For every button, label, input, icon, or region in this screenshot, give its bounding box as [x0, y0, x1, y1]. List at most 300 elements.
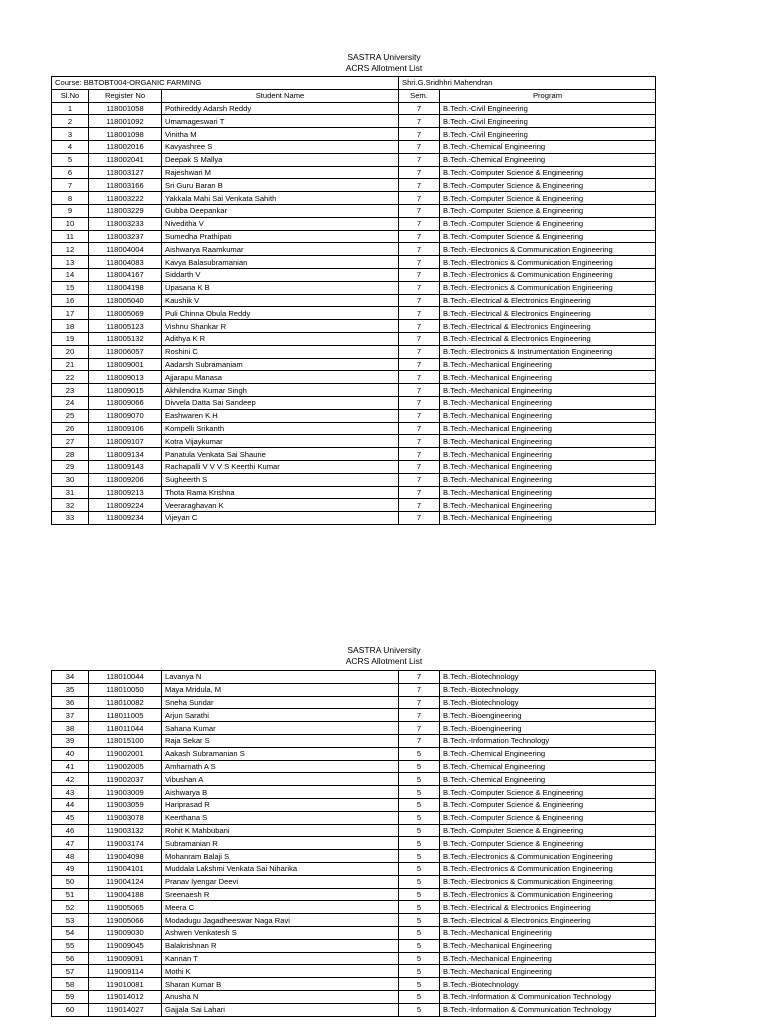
- cell-sem: 7: [399, 460, 440, 473]
- cell-sem: 5: [399, 952, 440, 965]
- cell-register-no: 119004124: [89, 875, 162, 888]
- cell-slno: 47: [52, 837, 89, 850]
- cell-program: B.Tech.-Information & Communication Technology: [440, 990, 656, 1003]
- cell-sem: 5: [399, 990, 440, 1003]
- cell-sem: 7: [399, 448, 440, 461]
- cell-slno: 18: [52, 320, 89, 333]
- header-slno: Sl.No: [52, 89, 89, 102]
- cell-slno: 6: [52, 166, 89, 179]
- cell-program: B.Tech.-Chemical Engineering: [440, 773, 656, 786]
- cell-program: B.Tech.-Mechanical Engineering: [440, 952, 656, 965]
- table-row: [52, 358, 656, 371]
- cell-student-name: Kannan T: [162, 952, 399, 965]
- cell-slno: 9: [52, 204, 89, 217]
- cell-sem: 5: [399, 811, 440, 824]
- cell-register-no: 118003222: [89, 192, 162, 205]
- table-row: [52, 409, 656, 422]
- table-row: [52, 875, 656, 888]
- table-row: [52, 140, 656, 153]
- table-row: [52, 965, 656, 978]
- cell-sem: 5: [399, 888, 440, 901]
- cell-program: B.Tech.-Computer Science & Engineering: [440, 204, 656, 217]
- cell-program: B.Tech.-Electrical & Electronics Engineering: [440, 294, 656, 307]
- cell-sem: 7: [399, 268, 440, 281]
- cell-student-name: Kompelli Srikanth: [162, 422, 399, 435]
- cell-program: B.Tech.-Computer Science & Engineering: [440, 217, 656, 230]
- cell-student-name: Muddala Lakshmi Venkata Sai Niharika: [162, 862, 399, 875]
- cell-register-no: 119005066: [89, 914, 162, 927]
- cell-sem: 7: [399, 294, 440, 307]
- cell-student-name: Meera C: [162, 901, 399, 914]
- table-row: [52, 243, 656, 256]
- cell-slno: 43: [52, 786, 89, 799]
- cell-register-no: 119009091: [89, 952, 162, 965]
- cell-student-name: Balakrishnan R: [162, 939, 399, 952]
- cell-sem: 7: [399, 384, 440, 397]
- cell-sem: 7: [399, 499, 440, 512]
- cell-register-no: 119003078: [89, 811, 162, 824]
- cell-slno: 52: [52, 901, 89, 914]
- cell-program: B.Tech.-Mechanical Engineering: [440, 396, 656, 409]
- cell-program: B.Tech.-Mechanical Engineering: [440, 422, 656, 435]
- cell-register-no: 119004098: [89, 850, 162, 863]
- table-row: [52, 371, 656, 384]
- cell-register-no: 119010081: [89, 978, 162, 991]
- cell-register-no: 119003174: [89, 837, 162, 850]
- cell-student-name: Niveditha V: [162, 217, 399, 230]
- cell-slno: 26: [52, 422, 89, 435]
- cell-register-no: 119014012: [89, 990, 162, 1003]
- cell-student-name: Sneha Sundar: [162, 696, 399, 709]
- table-row: [52, 448, 656, 461]
- table-row: [52, 166, 656, 179]
- cell-student-name: Rachapalli V V V S Keerthi Kumar: [162, 460, 399, 473]
- cell-sem: 7: [399, 230, 440, 243]
- cell-sem: 7: [399, 486, 440, 499]
- cell-sem: 7: [399, 371, 440, 384]
- cell-register-no: 119003059: [89, 798, 162, 811]
- cell-slno: 33: [52, 512, 89, 525]
- table-row: [52, 709, 656, 722]
- cell-register-no: 118005123: [89, 320, 162, 333]
- cell-register-no: 118009013: [89, 371, 162, 384]
- cell-slno: 37: [52, 709, 89, 722]
- cell-register-no: 119009114: [89, 965, 162, 978]
- cell-slno: 45: [52, 811, 89, 824]
- cell-slno: 34: [52, 671, 89, 684]
- cell-register-no: 118011044: [89, 722, 162, 735]
- cell-slno: 27: [52, 435, 89, 448]
- header-row: [52, 89, 656, 102]
- cell-sem: 7: [399, 512, 440, 525]
- cell-student-name: Kaushik V: [162, 294, 399, 307]
- cell-program: B.Tech.-Computer Science & Engineering: [440, 824, 656, 837]
- cell-program: B.Tech.-Computer Science & Engineering: [440, 798, 656, 811]
- cell-register-no: 118004004: [89, 243, 162, 256]
- cell-program: B.Tech.-Civil Engineering: [440, 128, 656, 141]
- cell-register-no: 118004198: [89, 281, 162, 294]
- cell-student-name: Gajjala Sai Lahari: [162, 1003, 399, 1016]
- cell-sem: 5: [399, 875, 440, 888]
- table-row: [52, 192, 656, 205]
- cell-slno: 24: [52, 396, 89, 409]
- cell-student-name: Divvela Datta Sai Sandeep: [162, 396, 399, 409]
- cell-sem: 7: [399, 307, 440, 320]
- cell-sem: 5: [399, 901, 440, 914]
- university-name: SASTRA University: [347, 52, 421, 62]
- cell-register-no: 119002001: [89, 747, 162, 760]
- cell-register-no: 118006057: [89, 345, 162, 358]
- table-row: [52, 926, 656, 939]
- cell-register-no: 118005069: [89, 307, 162, 320]
- table-row: [52, 499, 656, 512]
- table-row: [52, 734, 656, 747]
- cell-sem: 7: [399, 358, 440, 371]
- cell-register-no: 119009030: [89, 926, 162, 939]
- cell-slno: 15: [52, 281, 89, 294]
- cell-program: B.Tech.-Computer Science & Engineering: [440, 166, 656, 179]
- cell-register-no: 118009206: [89, 473, 162, 486]
- cell-register-no: 118009213: [89, 486, 162, 499]
- cell-register-no: 118009107: [89, 435, 162, 448]
- cell-register-no: 118004083: [89, 256, 162, 269]
- cell-student-name: Ajjarapu Manasa: [162, 371, 399, 384]
- cell-sem: 5: [399, 760, 440, 773]
- table-row: [52, 422, 656, 435]
- cell-sem: 5: [399, 1003, 440, 1016]
- cell-register-no: 118010082: [89, 696, 162, 709]
- cell-sem: 7: [399, 435, 440, 448]
- cell-register-no: 118015100: [89, 734, 162, 747]
- table-row: [52, 939, 656, 952]
- cell-slno: 25: [52, 409, 89, 422]
- cell-slno: 60: [52, 1003, 89, 1016]
- cell-student-name: Raja Sekar S: [162, 734, 399, 747]
- cell-slno: 20: [52, 345, 89, 358]
- cell-program: B.Tech.-Information & Communication Technology: [440, 1003, 656, 1016]
- cell-program: B.Tech.-Mechanical Engineering: [440, 448, 656, 461]
- cell-student-name: Upasana K B: [162, 281, 399, 294]
- cell-sem: 5: [399, 914, 440, 927]
- cell-sem: 5: [399, 824, 440, 837]
- table-row: [52, 798, 656, 811]
- cell-slno: 11: [52, 230, 89, 243]
- cell-register-no: 119004188: [89, 888, 162, 901]
- table-row: [52, 230, 656, 243]
- table-row: [52, 115, 656, 128]
- cell-sem: 7: [399, 396, 440, 409]
- cell-program: B.Tech.-Mechanical Engineering: [440, 512, 656, 525]
- cell-register-no: 118005132: [89, 332, 162, 345]
- cell-program: B.Tech.-Mechanical Engineering: [440, 435, 656, 448]
- cell-student-name: Yakkala Mahi Sai Venkata Sahith: [162, 192, 399, 205]
- table-row: [52, 217, 656, 230]
- cell-slno: 1: [52, 102, 89, 115]
- cell-program: B.Tech.-Computer Science & Engineering: [440, 179, 656, 192]
- cell-register-no: 118009001: [89, 358, 162, 371]
- cell-slno: 13: [52, 256, 89, 269]
- cell-student-name: Kavyashree S: [162, 140, 399, 153]
- cell-sem: 7: [399, 166, 440, 179]
- cell-student-name: Lavanya N: [162, 671, 399, 684]
- cell-slno: 8: [52, 192, 89, 205]
- cell-sem: 7: [399, 192, 440, 205]
- cell-sem: 7: [399, 256, 440, 269]
- cell-program: B.Tech.-Civil Engineering: [440, 102, 656, 115]
- table-row: [52, 332, 656, 345]
- table-row: [52, 824, 656, 837]
- table-row: [52, 384, 656, 397]
- cell-student-name: Eashwaren K H: [162, 409, 399, 422]
- cell-slno: 7: [52, 179, 89, 192]
- cell-register-no: 118009066: [89, 396, 162, 409]
- cell-program: B.Tech.-Electronics & Instrumentation Engineering: [440, 345, 656, 358]
- cell-register-no: 118003237: [89, 230, 162, 243]
- cell-program: B.Tech.-Mechanical Engineering: [440, 358, 656, 371]
- cell-slno: 38: [52, 722, 89, 735]
- cell-slno: 2: [52, 115, 89, 128]
- list-title: ACRS Allotment List: [345, 63, 423, 73]
- cell-register-no: 118002041: [89, 153, 162, 166]
- cell-sem: 5: [399, 926, 440, 939]
- cell-student-name: Rohit K Mahbubani: [162, 824, 399, 837]
- table-row: [52, 460, 656, 473]
- cell-student-name: Deepak S Mallya: [162, 153, 399, 166]
- cell-sem: 7: [399, 153, 440, 166]
- cell-student-name: Mohanram Balaji S: [162, 850, 399, 863]
- table-row: [52, 671, 656, 684]
- cell-register-no: 119004101: [89, 862, 162, 875]
- cell-register-no: 118009106: [89, 422, 162, 435]
- cell-program: B.Tech.-Chemical Engineering: [440, 747, 656, 760]
- cell-program: B.Tech.-Mechanical Engineering: [440, 486, 656, 499]
- cell-register-no: 118009015: [89, 384, 162, 397]
- cell-slno: 31: [52, 486, 89, 499]
- cell-program: B.Tech.-Mechanical Engineering: [440, 384, 656, 397]
- cell-register-no: 118001092: [89, 115, 162, 128]
- cell-student-name: Sreenaesh R: [162, 888, 399, 901]
- cell-slno: 35: [52, 683, 89, 696]
- cell-sem: 7: [399, 115, 440, 128]
- cell-sem: 7: [399, 345, 440, 358]
- cell-student-name: Vinitha M: [162, 128, 399, 141]
- cell-program: B.Tech.-Electronics & Communication Engineering: [440, 256, 656, 269]
- table-row: [52, 786, 656, 799]
- table-row: [52, 294, 656, 307]
- cell-register-no: 118010050: [89, 683, 162, 696]
- cell-register-no: 119003009: [89, 786, 162, 799]
- table-row: [52, 256, 656, 269]
- table-row: [52, 760, 656, 773]
- cell-program: B.Tech.-Electrical & Electronics Engineering: [440, 914, 656, 927]
- cell-sem: 7: [399, 671, 440, 684]
- cell-program: B.Tech.-Electrical & Electronics Engineering: [440, 320, 656, 333]
- table-row: [52, 268, 656, 281]
- cell-student-name: Panatula Venkata Sai Shaurie: [162, 448, 399, 461]
- cell-student-name: Rajeshwari M: [162, 166, 399, 179]
- cell-student-name: Siddarth V: [162, 268, 399, 281]
- cell-sem: 7: [399, 683, 440, 696]
- cell-student-name: Veeraraghavan K: [162, 499, 399, 512]
- cell-sem: 7: [399, 722, 440, 735]
- cell-student-name: Maya Mridula, M: [162, 683, 399, 696]
- cell-student-name: Ashwen Venkatesh S: [162, 926, 399, 939]
- cell-slno: 4: [52, 140, 89, 153]
- cell-slno: 41: [52, 760, 89, 773]
- cell-register-no: 118009070: [89, 409, 162, 422]
- cell-student-name: Kotra Vijaykumar: [162, 435, 399, 448]
- cell-slno: 42: [52, 773, 89, 786]
- cell-student-name: Vishnu Shankar R: [162, 320, 399, 333]
- cell-slno: 46: [52, 824, 89, 837]
- cell-student-name: Subramanian R: [162, 837, 399, 850]
- cell-program: B.Tech.-Computer Science & Engineering: [440, 811, 656, 824]
- cell-slno: 39: [52, 734, 89, 747]
- cell-slno: 57: [52, 965, 89, 978]
- cell-program: B.Tech.-Computer Science & Engineering: [440, 837, 656, 850]
- cell-slno: 53: [52, 914, 89, 927]
- table-row: [52, 153, 656, 166]
- cell-slno: 59: [52, 990, 89, 1003]
- cell-sem: 5: [399, 862, 440, 875]
- cell-register-no: 118009224: [89, 499, 162, 512]
- course-row: [52, 77, 656, 90]
- table-row: [52, 978, 656, 991]
- cell-program: B.Tech.-Electronics & Communication Engineering: [440, 850, 656, 863]
- cell-student-name: Keerthana S: [162, 811, 399, 824]
- cell-student-name: Sharan Kumar B: [162, 978, 399, 991]
- cell-slno: 55: [52, 939, 89, 952]
- cell-student-name: Arjun Sarathi: [162, 709, 399, 722]
- cell-student-name: Sri Guru Baran B: [162, 179, 399, 192]
- table-row: [52, 473, 656, 486]
- header-block-1: [0, 52, 768, 74]
- table-row: [52, 179, 656, 192]
- cell-sem: 7: [399, 217, 440, 230]
- cell-slno: 14: [52, 268, 89, 281]
- table-row: [52, 914, 656, 927]
- cell-student-name: Roshini C: [162, 345, 399, 358]
- cell-register-no: 119003132: [89, 824, 162, 837]
- cell-slno: 54: [52, 926, 89, 939]
- cell-sem: 7: [399, 281, 440, 294]
- table-body-1: [52, 102, 656, 524]
- cell-sem: 7: [399, 409, 440, 422]
- table-row: [52, 901, 656, 914]
- cell-student-name: Aadarsh Subramaniam: [162, 358, 399, 371]
- cell-program: B.Tech.-Civil Engineering: [440, 115, 656, 128]
- cell-program: B.Tech.-Electrical & Electronics Engineering: [440, 307, 656, 320]
- cell-sem: 7: [399, 204, 440, 217]
- cell-sem: 5: [399, 773, 440, 786]
- cell-program: B.Tech.-Chemical Engineering: [440, 140, 656, 153]
- cell-sem: 7: [399, 243, 440, 256]
- faculty-name: Shri.G.Sridhhri Mahendran: [399, 77, 656, 90]
- cell-program: B.Tech.-Chemical Engineering: [440, 760, 656, 773]
- cell-program: B.Tech.-Mechanical Engineering: [440, 939, 656, 952]
- cell-student-name: Vijeyan C: [162, 512, 399, 525]
- table-row: [52, 773, 656, 786]
- cell-register-no: 118003127: [89, 166, 162, 179]
- table-row: [52, 512, 656, 525]
- cell-slno: 29: [52, 460, 89, 473]
- cell-student-name: Puli Chinna Obula Reddy: [162, 307, 399, 320]
- cell-program: B.Tech.-Electronics & Communication Engineering: [440, 243, 656, 256]
- table-body-2: [52, 671, 656, 1017]
- cell-program: B.Tech.-Mechanical Engineering: [440, 409, 656, 422]
- cell-register-no: 118002016: [89, 140, 162, 153]
- table-row: [52, 204, 656, 217]
- cell-sem: 7: [399, 696, 440, 709]
- cell-program: B.Tech.-Chemical Engineering: [440, 153, 656, 166]
- cell-register-no: 119002037: [89, 773, 162, 786]
- cell-program: B.Tech.-Bioengineering: [440, 722, 656, 735]
- table-row: [52, 696, 656, 709]
- table-row: [52, 862, 656, 875]
- cell-program: B.Tech.-Mechanical Engineering: [440, 460, 656, 473]
- cell-student-name: Gubba Deepankar: [162, 204, 399, 217]
- cell-sem: 5: [399, 939, 440, 952]
- cell-slno: 30: [52, 473, 89, 486]
- cell-slno: 5: [52, 153, 89, 166]
- header-program: Program: [440, 89, 656, 102]
- cell-program: B.Tech.-Electronics & Communication Engineering: [440, 888, 656, 901]
- cell-register-no: 119002005: [89, 760, 162, 773]
- cell-sem: 7: [399, 332, 440, 345]
- cell-sem: 5: [399, 850, 440, 863]
- cell-sem: 7: [399, 102, 440, 115]
- table-row: [52, 307, 656, 320]
- cell-slno: 10: [52, 217, 89, 230]
- cell-student-name: Thota Rama Krishna: [162, 486, 399, 499]
- table-row: [52, 320, 656, 333]
- course-label: Course: BBTOBT004-ORGANIC FARMING: [52, 77, 399, 90]
- cell-student-name: Sahana Kumar: [162, 722, 399, 735]
- header-block-2: [0, 645, 768, 667]
- cell-sem: 7: [399, 422, 440, 435]
- table-row: [52, 128, 656, 141]
- cell-sem: 7: [399, 709, 440, 722]
- cell-slno: 44: [52, 798, 89, 811]
- cell-slno: 58: [52, 978, 89, 991]
- university-name: SASTRA University: [347, 645, 421, 655]
- cell-slno: 3: [52, 128, 89, 141]
- table-row: [52, 747, 656, 760]
- cell-program: B.Tech.-Biotechnology: [440, 683, 656, 696]
- table-row: [52, 683, 656, 696]
- cell-student-name: Modadugu Jagadheeswar Naga Ravi: [162, 914, 399, 927]
- table-row: [52, 1003, 656, 1016]
- cell-program: B.Tech.-Mechanical Engineering: [440, 499, 656, 512]
- cell-program: B.Tech.-Computer Science & Engineering: [440, 230, 656, 243]
- cell-slno: 40: [52, 747, 89, 760]
- table-row: [52, 850, 656, 863]
- cell-register-no: 118009234: [89, 512, 162, 525]
- cell-sem: 7: [399, 179, 440, 192]
- cell-slno: 56: [52, 952, 89, 965]
- table-row: [52, 811, 656, 824]
- cell-sem: 5: [399, 978, 440, 991]
- cell-student-name: Adithya K R: [162, 332, 399, 345]
- cell-slno: 48: [52, 850, 89, 863]
- cell-student-name: Akhilendra Kumar Singh: [162, 384, 399, 397]
- cell-student-name: Vibushan A: [162, 773, 399, 786]
- cell-program: B.Tech.-Biotechnology: [440, 978, 656, 991]
- cell-student-name: Mothi K: [162, 965, 399, 978]
- cell-sem: 5: [399, 798, 440, 811]
- cell-register-no: 119005065: [89, 901, 162, 914]
- cell-program: B.Tech.-Electrical & Electronics Engineering: [440, 901, 656, 914]
